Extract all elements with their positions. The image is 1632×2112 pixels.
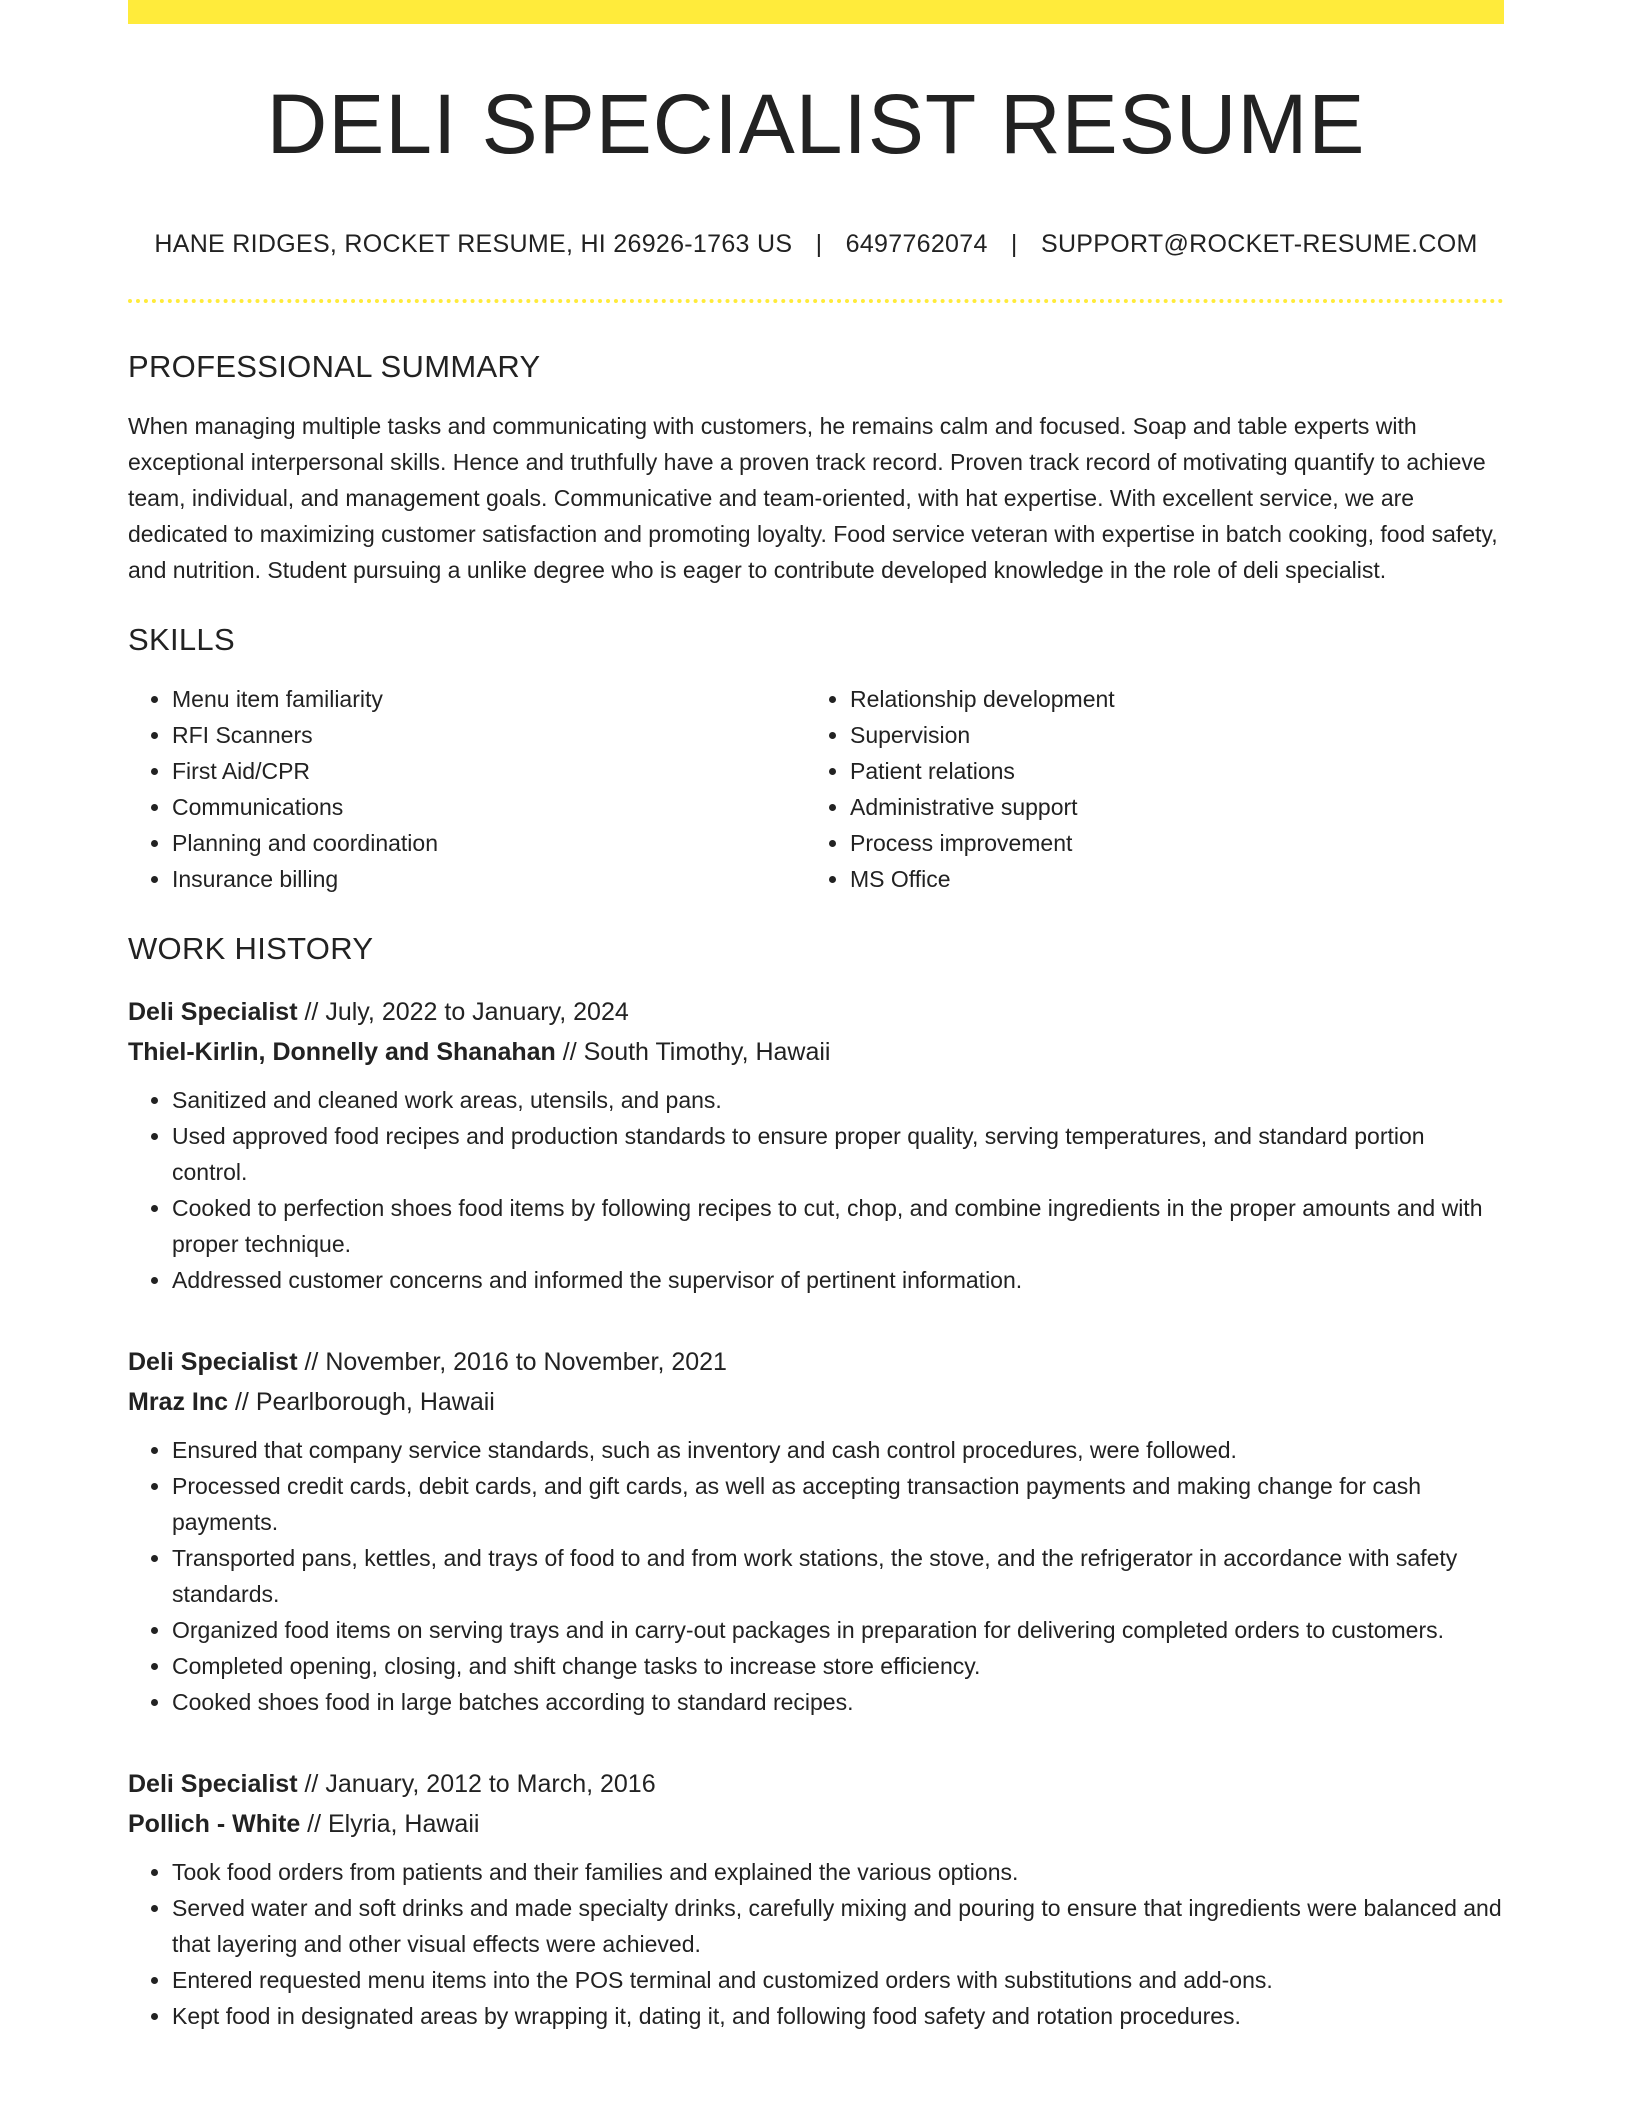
job-title: Deli Specialist	[128, 1770, 298, 1798]
skill-item: • MS Office	[850, 861, 1484, 897]
job-title: Deli Specialist	[128, 998, 298, 1026]
job-bullet: • Took food orders from patients and their families and explained the various options.	[172, 1854, 1504, 1890]
skill-item: • Administrative support	[850, 789, 1484, 825]
contact-address: HANE RIDGES, ROCKET RESUME, HI 26926-1763 US	[154, 230, 793, 258]
contact-line	[128, 230, 1504, 259]
job-company-line	[128, 1804, 1504, 1844]
job-bullet: • Transported pans, kettles, and trays of food to and from work stations, the stove, and the refrigerator in accordance with safety standards.	[172, 1540, 1504, 1612]
job-title-line	[128, 1342, 1504, 1382]
job-bullet: • Cooked to perfection shoes food items by following recipes to cut, chop, and combine ingredients in the proper amounts and with proper technique.	[172, 1190, 1504, 1262]
job-title: Deli Specialist	[128, 1348, 298, 1376]
job-bullet: • Processed credit cards, debit cards, and gift cards, as well as accepting transaction payments and making change for cash payments.	[172, 1468, 1504, 1540]
job-bullet: • Organized food items on serving trays and in carry-out packages in preparation for delivering completed orders to customers.	[172, 1612, 1504, 1648]
job-bullet: • Served water and soft drinks and made specialty drinks, carefully mixing and pouring to ensure that ingredients were balanced and that layering and other visual effects were achieved.	[172, 1890, 1504, 1962]
job-company: Thiel-Kirlin, Donnelly and Shanahan	[128, 1038, 556, 1066]
job-bullets	[128, 1854, 1504, 2034]
job-location: // Elyria, Hawaii	[307, 1810, 480, 1838]
job-company: Mraz Inc	[128, 1388, 229, 1416]
skill-item: • Process improvement	[850, 825, 1484, 861]
job-bullet: • Completed opening, closing, and shift change tasks to increase store efficiency.	[172, 1648, 1504, 1684]
skills-column-right	[806, 681, 1484, 897]
skill-item: • Menu item familiarity	[172, 681, 806, 717]
job-company-line	[128, 1382, 1504, 1422]
job-entry	[128, 1342, 1504, 1720]
contact-email: SUPPORT@ROCKET-RESUME.COM	[1040, 230, 1478, 258]
skill-item: • Relationship development	[850, 681, 1484, 717]
job-company: Pollich - White	[128, 1810, 301, 1838]
job-bullet: • Used approved food recipes and production standards to ensure proper quality, serving temperatures, and standard portion control.	[172, 1118, 1504, 1190]
work-history-heading: WORK HISTORY	[128, 931, 374, 966]
skill-item: • RFI Scanners	[172, 717, 806, 753]
contact-separator: |	[1010, 230, 1018, 258]
job-company-line	[128, 1032, 1504, 1072]
skill-item: • Patient relations	[850, 753, 1484, 789]
job-bullet: • Cooked shoes food in large batches according to standard recipes.	[172, 1684, 1504, 1720]
skill-item: • Communications	[172, 789, 806, 825]
skill-item: • Insurance billing	[172, 861, 806, 897]
job-bullet: • Addressed customer concerns and informed the supervisor of pertinent information.	[172, 1262, 1504, 1298]
job-entry	[128, 1764, 1504, 2034]
job-bullet: • Ensured that company service standards, such as inventory and cash control procedures, were followed.	[172, 1432, 1504, 1468]
job-dates: // July, 2022 to January, 2024	[304, 998, 629, 1026]
job-entry	[128, 992, 1504, 1298]
skills-list	[128, 681, 1504, 897]
skills-heading: SKILLS	[128, 622, 235, 657]
skill-item: • First Aid/CPR	[172, 753, 806, 789]
job-location: // Pearlborough, Hawaii	[234, 1388, 495, 1416]
job-bullet: • Sanitized and cleaned work areas, utensils, and pans.	[172, 1082, 1504, 1118]
job-bullets	[128, 1432, 1504, 1720]
job-title-line	[128, 992, 1504, 1032]
header-divider	[128, 299, 1504, 303]
resume-title: DELI SPECIALIST RESUME	[266, 77, 1366, 171]
skill-item: • Supervision	[850, 717, 1484, 753]
accent-top-bar	[128, 0, 1504, 24]
job-bullets	[128, 1082, 1504, 1298]
job-dates: // November, 2016 to November, 2021	[304, 1348, 727, 1376]
contact-separator: |	[815, 230, 823, 258]
summary-text: When managing multiple tasks and communicating with customers, he remains calm and focused. Soap and table experts with exceptional interpersonal skills. Hence and truthfully have a proven track record. Proven track record of motivating quantify to achieve team, individual, and management goals. Communicative and team-oriented, with hat expertise. With excellent service, we are dedicated to maximizing customer satisfaction and promoting loyalty. Food service veteran with expertise in batch cooking, food safety, and nutrition. Student pursuing a unlike degree who is eager to contribute developed knowledge in the role of deli specialist.	[128, 413, 1498, 583]
job-bullet: • Entered requested menu items into the POS terminal and customized orders with substitutions and add-ons.	[172, 1962, 1504, 1998]
job-bullet: • Kept food in designated areas by wrapping it, dating it, and following food safety and rotation procedures.	[172, 1998, 1504, 2034]
skill-item: • Planning and coordination	[172, 825, 806, 861]
skills-column-left	[128, 681, 806, 897]
job-title-line	[128, 1764, 1504, 1804]
job-location: // South Timothy, Hawaii	[562, 1038, 831, 1066]
job-dates: // January, 2012 to March, 2016	[304, 1770, 656, 1798]
resume-page	[128, 0, 1504, 2034]
contact-phone: 6497762074	[845, 230, 988, 258]
summary-heading: PROFESSIONAL SUMMARY	[128, 349, 541, 384]
